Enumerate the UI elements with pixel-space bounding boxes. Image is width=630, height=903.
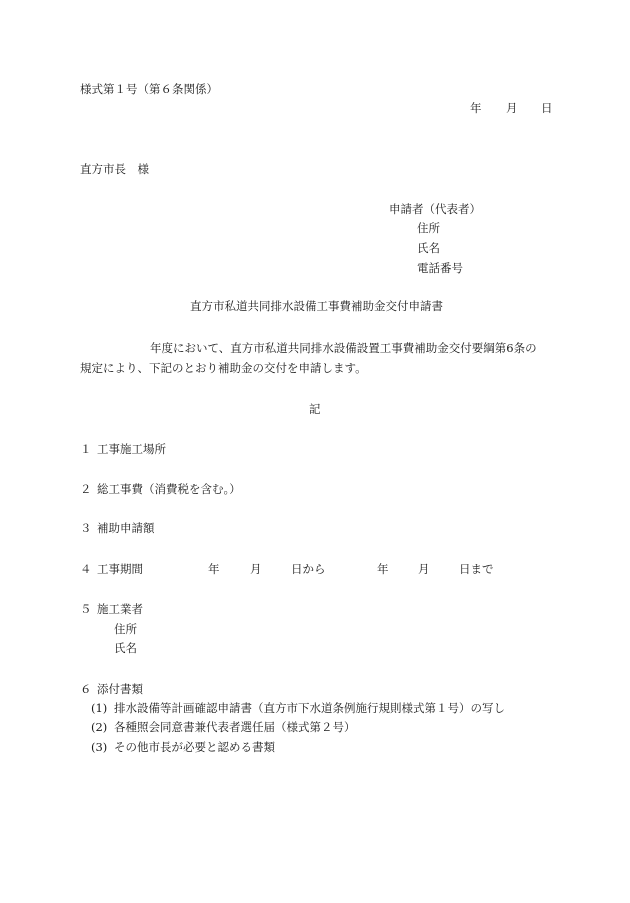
item-5-label: 施工業者: [97, 602, 143, 616]
item-4-end-month: 月: [418, 562, 430, 576]
addressee: 直方市長 様: [80, 162, 149, 176]
applicant-phone-label: 電話番号: [417, 261, 463, 275]
applicant-heading: 申請者（代表者）: [389, 202, 481, 216]
form-number: 様式第１号（第６条関係）: [80, 82, 218, 96]
attachment-3-text: その他市長が必要と認める書類: [114, 740, 275, 754]
attachment-1-text: 排水設備等計画確認申請書（直方市下水道条例施行規則様式第１号）の写し: [114, 701, 505, 715]
date-year: 年: [470, 101, 482, 115]
date-day: 日: [541, 101, 553, 115]
item-6-label: 添付書類: [97, 682, 143, 696]
item-4-end-suffix: 日まで: [459, 562, 494, 576]
date-month: 月: [506, 101, 518, 115]
item-5-number: ５: [80, 602, 92, 616]
item-1-number: １: [80, 442, 92, 456]
body-line-2: 規定により、下記のとおり補助金の交付を申請します。: [80, 361, 367, 375]
item-4-label: 工事期間: [97, 562, 143, 576]
attachment-3-number: (3): [91, 740, 108, 754]
item-2-number: ２: [80, 482, 92, 496]
item-6-number: ６: [80, 682, 92, 696]
item-4-start-suffix: 日から: [291, 562, 326, 576]
contractor-name-label: 氏名: [114, 641, 137, 655]
item-1-label: 工事施工場所: [97, 442, 166, 456]
item-3-number: ３: [80, 521, 92, 535]
contractor-address-label: 住所: [114, 622, 137, 636]
body-line-1: 年度において、直方市私道共同排水設備設置工事費補助金交付要綱第6条の: [150, 341, 537, 355]
attachment-2-number: (2): [91, 720, 108, 734]
item-4-start-month: 月: [250, 562, 262, 576]
item-3-label: 補助申請額: [97, 521, 155, 535]
item-4-start-year: 年: [208, 562, 220, 576]
document-title: 直方市私道共同排水設備工事費補助金交付申請書: [190, 299, 443, 313]
item-2-label: 総工事費（消費税を含む。）: [97, 482, 241, 496]
applicant-address-label: 住所: [417, 221, 440, 235]
item-4-end-year: 年: [377, 562, 389, 576]
attachment-2-text: 各種照会同意書兼代表者選任届（様式第２号）: [114, 720, 356, 734]
attachment-1-number: (1): [91, 701, 108, 715]
applicant-name-label: 氏名: [417, 241, 440, 255]
item-4-number: ４: [80, 562, 92, 576]
ki-heading: 記: [309, 402, 321, 416]
